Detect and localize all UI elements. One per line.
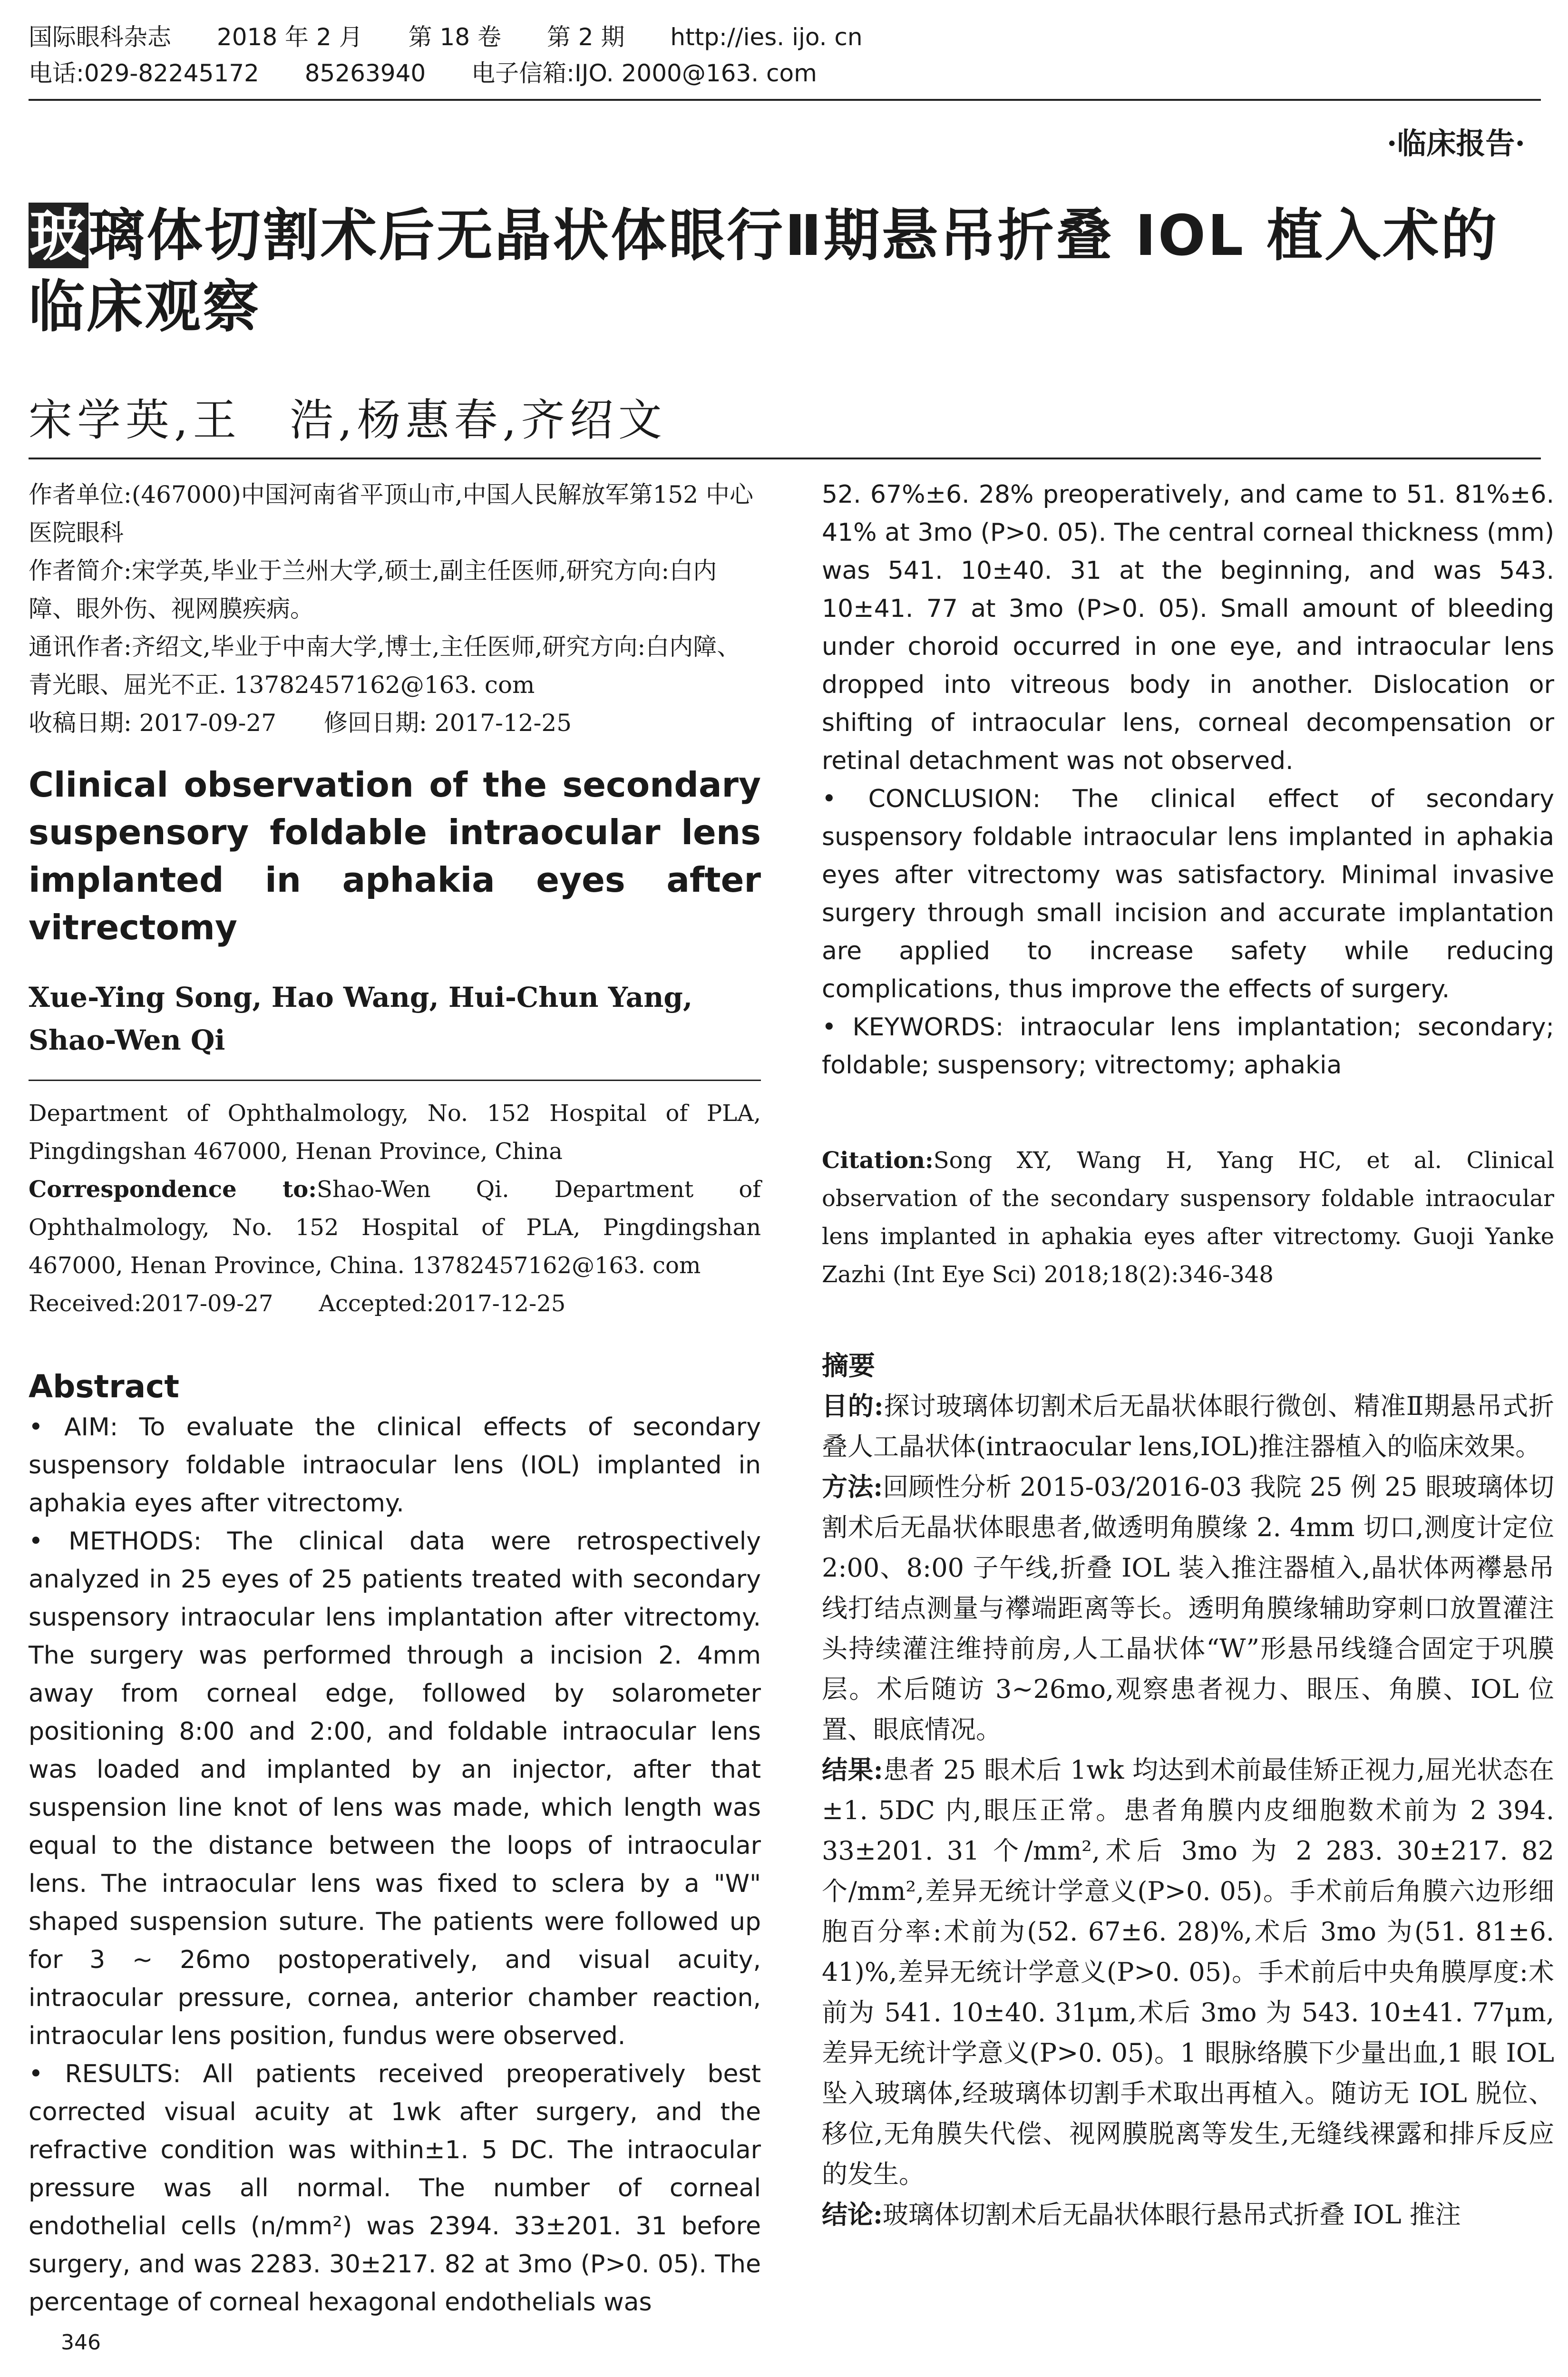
page-number: 346 [61,2330,101,2355]
header-rule [29,99,1541,101]
header-line-2 [29,55,1541,91]
author-unit: 作者单位:(467000)中国河南省平顶山市,中国人民解放军第152 中心医院眼科 [29,481,753,546]
citation [822,1141,1554,1294]
article-title [29,200,1541,342]
cn-aim-label: 目的: [822,1391,884,1421]
affiliation [29,1094,761,1323]
abstract-continued [822,476,1554,1084]
abstract-results-part1: • RESULTS: All patients received preoperatively best corrected visual acuity at 1wk after surgery, and the refractive condition was within±1. 5 DC. The intraocular pressure was all normal. The number of corneal endothelial cells (n/mm²) was 2394. 33±201. 31 before surgery, and was 2283. 30±217. 82 at 3mo (P>0. 05). The percentage of corneal hexagonal endothelials was [29,2060,761,2317]
chinese-abstract [822,1346,1554,2235]
received-dates: 收稿日期: 2017-09-27 修回日期: 2017-12-25 [29,709,572,737]
volume: 第 18 卷 [408,23,501,51]
abstract-results-part2: 52. 67%±6. 28% preoperatively, and came to 51. 81%±6. 41% at 3mo (P>0. 05). The central corneal thickness (mm) was 541. 10±40. 31 at the beginning, and was 543. 10±41. 77 at 3mo (P>0. 05). Small amount of bleeding under choroid occurred in one eye, and intraocular lens dropped into vitreous body in another. Dislocation or shifting of intraocular lens, corneal decompensation or retinal detachment was not observed. [822,480,1554,775]
cn-abstract-heading: 摘要 [822,1350,875,1382]
correspondence-text: Shao-Wen Qi. Department of Ophthalmology, No. 152 Hospital of PLA, Pingdingshan 467000, Henan Province, China. 13782457162@163. com [29,1176,761,1279]
right-column [822,476,1554,2235]
cn-results: 患者 25 眼术后 1wk 均达到术前最佳矫正视力,屈光状态在±1. 5DC 内,眼压正常。患者角膜内皮细胞数术前为 2 394. 33±201. 31 个/mm²,术后 3mo 为 2 283. 30±217. 82 个/mm²,差异无统计学意义(P>0. 05)。手术前后角膜六边形细胞百分率:术前为(52. 67±6. 28)%,术后 3mo 为(51. 81±6. 41)%,差异无统计学意义(P>0. 05)。手术前后中央角膜厚度:术前为 541. 10±40. 31μm,术后 3mo 为 543. 10±41. 77μm,差异无统计学意义(P>0. 05)。1 眼脉络膜下少量出血,1 眼 IOL 坠入玻璃体,经玻璃体切割手术取出再植入。随访无 IOL 脱位、移位,无角膜失代偿、视网膜脱离等发生,无缝线裸露和排斥反应的发生。 [822,1755,1554,2189]
title-rule [29,458,1541,459]
authors-cn: 宋学英,王 浩,杨惠春,齐绍文 [29,395,667,446]
left-column [29,476,761,2321]
citation-text: Song XY, Wang H, Yang HC, et al. Clinical observation of the secondary suspensory foldable intraocular lens implanted in aphakia eyes after vitrectomy. Guoji Yanke Zazhi (Int Eye Sci) 2018;18(2):346-348 [822,1147,1554,1288]
citation-label: Citation: [822,1147,934,1174]
cn-conclusion-label: 结论: [822,2199,883,2230]
corresponding-author: 通讯作者:齐绍文,毕业于中南大学,博士,主任医师,研究方向:白内障、青光眼、屈光不正. 13782457162@163. com [29,633,741,699]
cn-results-label: 结果: [822,1754,883,1785]
phone: 电话:029-82245172 [29,59,259,87]
abstract-keywords: • KEYWORDS: intraocular lens implantation; secondary; foldable; suspensory; vitrectomy; aphakia [822,1013,1554,1080]
cn-aim: 探讨玻璃体切割术后无晶状体眼行微创、精准Ⅱ期悬吊式折叠人工晶状体(intraocular lens,IOL)推注器植入的临床效果。 [822,1391,1554,1461]
english-authors: Xue-Ying Song, Hao Wang, Hui-Chun Yang, Shao-Wen Qi [29,981,693,1056]
en-dates: Received:2017-09-27 Accepted:2017-12-25 [29,1290,566,1317]
correspondence [29,1170,761,1285]
abstract-heading: Abstract [29,1368,179,1405]
running-header [29,19,1541,91]
issue-number: 第 2 期 [546,23,625,51]
cn-conclusion: 玻璃体切割术后无晶状体眼行悬吊式折叠 IOL 推注 [882,2200,1461,2230]
cn-methods-label: 方法: [822,1471,883,1502]
department: Department of Ophthalmology, No. 152 Hospital of PLA, Pingdingshan 467000, Henan Province, China [29,1100,761,1165]
english-title: Clinical observation of the secondary suspensory foldable intraocular lens implanted in aphakia eyes after vitrectomy [29,765,761,947]
issue-date: 2018 年 2 月 [216,23,363,51]
author-bio: 作者简介:宋学英,毕业于兰州大学,硕士,副主任医师,研究方向:白内障、眼外伤、视网膜疾病。 [29,557,717,623]
journal-name: 国际眼科杂志 [29,23,171,51]
abstract-aim: • AIM: To evaluate the clinical effects of secondary suspensory foldable intraocular lens (IOL) implanted in aphakia eyes after vitrectomy. [29,1413,761,1518]
email[interactable]: 电子信箱:IJO. 2000@163. com [471,59,817,87]
header-line-1 [29,19,1541,55]
correspondence-label: Correspondence to: [29,1176,317,1203]
title-rest: 璃体切割术后无晶状体眼行Ⅱ期悬吊折叠 IOL 植入术的临床观察 [29,203,1499,340]
title-first-char: 玻 [29,203,88,268]
abstract-body [29,1408,761,2321]
author-info [29,476,761,742]
author-rule [29,1080,761,1081]
journal-url[interactable]: http://ies. ijo. cn [670,23,863,51]
abstract-conclusion: • CONCLUSION: The clinical effect of secondary suspensory foldable intraocular lens implanted in aphakia eyes after vitrectomy was satisfactory. Minimal invasive surgery through small incision and accurate implantation are applied to increase safety while reducing complications, thus improve the effects of surgery. [822,785,1554,1003]
cn-methods: 回顾性分析 2015-03/2016-03 我院 25 例 25 眼玻璃体切割术后无晶状体眼患者,做透明角膜缘 2. 4mm 切口,测度计定位 2:00、8:00 子午线,折叠 IOL 装入推注器植入,晶状体两襻悬吊线打结点测量与襻端距离等长。透明角膜缘辅助穿刺口放置灌注头持续灌注维持前房,人工晶状体“W”形悬吊线缝合固定于巩膜层。术后随访 3~26mo,观察患者视力、眼压、角膜、IOL 位置、眼底情况。 [822,1472,1554,1744]
abstract-methods: • METHODS: The clinical data were retrospectively analyzed in 25 eyes of 25 patients treated with secondary suspensory intraocular lens implantation after vitrectomy. The surgery was performed through a incision 2. 4mm away from corneal edge, followed by solarometer positioning 8:00 and 2:00, and foldable intraocular lens was loaded and implanted by an injector, after that suspension line knot of lens was made, which length was equal to the distance between the loops of intraocular lens. The intraocular lens was fixed to sclera by a "W" shaped suspension suture. The patients were followed up for 3 ~ 26mo postoperatively, and visual acuity, intraocular pressure, cornea, anterior chamber reaction, intraocular lens position, fundus were observed. [29,1527,761,2050]
phone-2: 85263940 [304,59,426,87]
section-label: ·临床报告· [1386,126,1525,161]
